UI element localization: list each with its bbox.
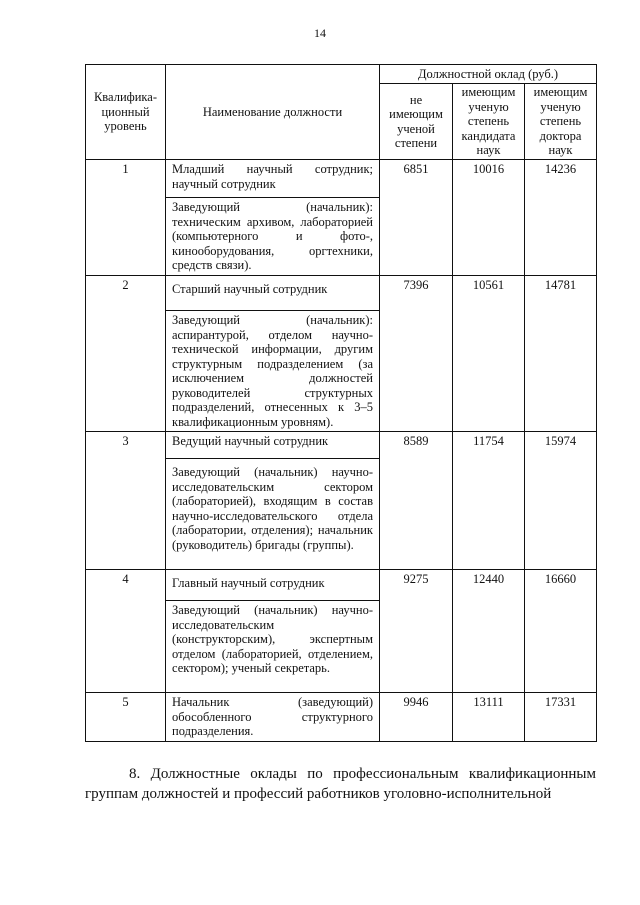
position-text: Ведущий научный сотрудник — [172, 434, 329, 448]
value-cell: 10561 — [453, 276, 525, 432]
level-cell: 2 — [86, 276, 166, 432]
value-cell: 15974 — [525, 432, 597, 570]
header-salary: Должностной оклад (руб.) — [380, 65, 597, 84]
position-cell — [166, 570, 380, 693]
level-cell: 1 — [86, 160, 166, 276]
value-cell: 14236 — [525, 160, 597, 276]
table-row — [86, 570, 597, 693]
header-level: Квалифика- ционный уровень — [86, 65, 166, 160]
position-text: Главный научный сотрудник — [172, 576, 325, 590]
header-candidate: имеющим ученую степень кандидата наук — [453, 84, 525, 160]
level-cell: 3 — [86, 432, 166, 570]
position-cell — [166, 693, 380, 742]
position-cell — [166, 432, 380, 570]
position-text: Начальник (заведующий) обособленного структурного подразделения. — [172, 695, 373, 738]
position-cell — [166, 160, 380, 276]
value-cell: 14781 — [525, 276, 597, 432]
level-cell: 5 — [86, 693, 166, 742]
table-row — [86, 693, 597, 742]
value-cell: 7396 — [380, 276, 453, 432]
position-cell — [166, 276, 380, 432]
position-text: Старший научный сотрудник — [172, 282, 328, 296]
value-cell: 12440 — [453, 570, 525, 693]
position-text: Младший научный сотрудник; научный сотрудник — [172, 162, 373, 191]
page-number: 14 — [314, 26, 326, 40]
value-cell: 6851 — [380, 160, 453, 276]
header-no-degree: не имеющим ученой степени — [380, 84, 453, 160]
value-cell: 16660 — [525, 570, 597, 693]
value-cell: 9275 — [380, 570, 453, 693]
position-text: Заведующий (начальник) научно-исследовательским (конструкторским), экспертным отделом (лабораторией, отделением, сектором); ученый секретарь. — [166, 600, 379, 692]
value-cell: 11754 — [453, 432, 525, 570]
table-row — [86, 160, 597, 276]
value-cell: 17331 — [525, 693, 597, 742]
header-position: Наименование должности — [166, 65, 380, 160]
table-row — [86, 432, 597, 570]
header-doctor: имеющим ученую степень доктора наук — [525, 84, 597, 160]
value-cell: 13111 — [453, 693, 525, 742]
value-cell: 8589 — [380, 432, 453, 570]
value-cell: 9946 — [380, 693, 453, 742]
position-text: Заведующий (начальник) научно-исследовательским сектором (лабораторией), входящим в состав научно-исследовательского отдела (лаборатории, отделения); начальник (руководитель) бригады (группы). — [166, 458, 379, 569]
salary-table — [85, 64, 597, 742]
position-text: Заведующий (начальник): аспирантурой, отделом научно-технической информации, другим структурным подразделением (за исключением должностей руководителей структурных подразделений, отнесенных к 3–5 квалификационным уровням). — [166, 310, 379, 431]
level-cell: 4 — [86, 570, 166, 693]
value-cell: 10016 — [453, 160, 525, 276]
paragraph-8: 8. Должностные оклады по профессиональным квалификационным группам должностей и профессий работников уголовно-исполнительной — [85, 766, 596, 802]
table-row — [86, 276, 597, 432]
position-text: Заведующий (начальник): техническим архивом, лабораторией (компьютерного и фото-, кинооборудования, оргтехники, средств связи). — [166, 197, 379, 275]
